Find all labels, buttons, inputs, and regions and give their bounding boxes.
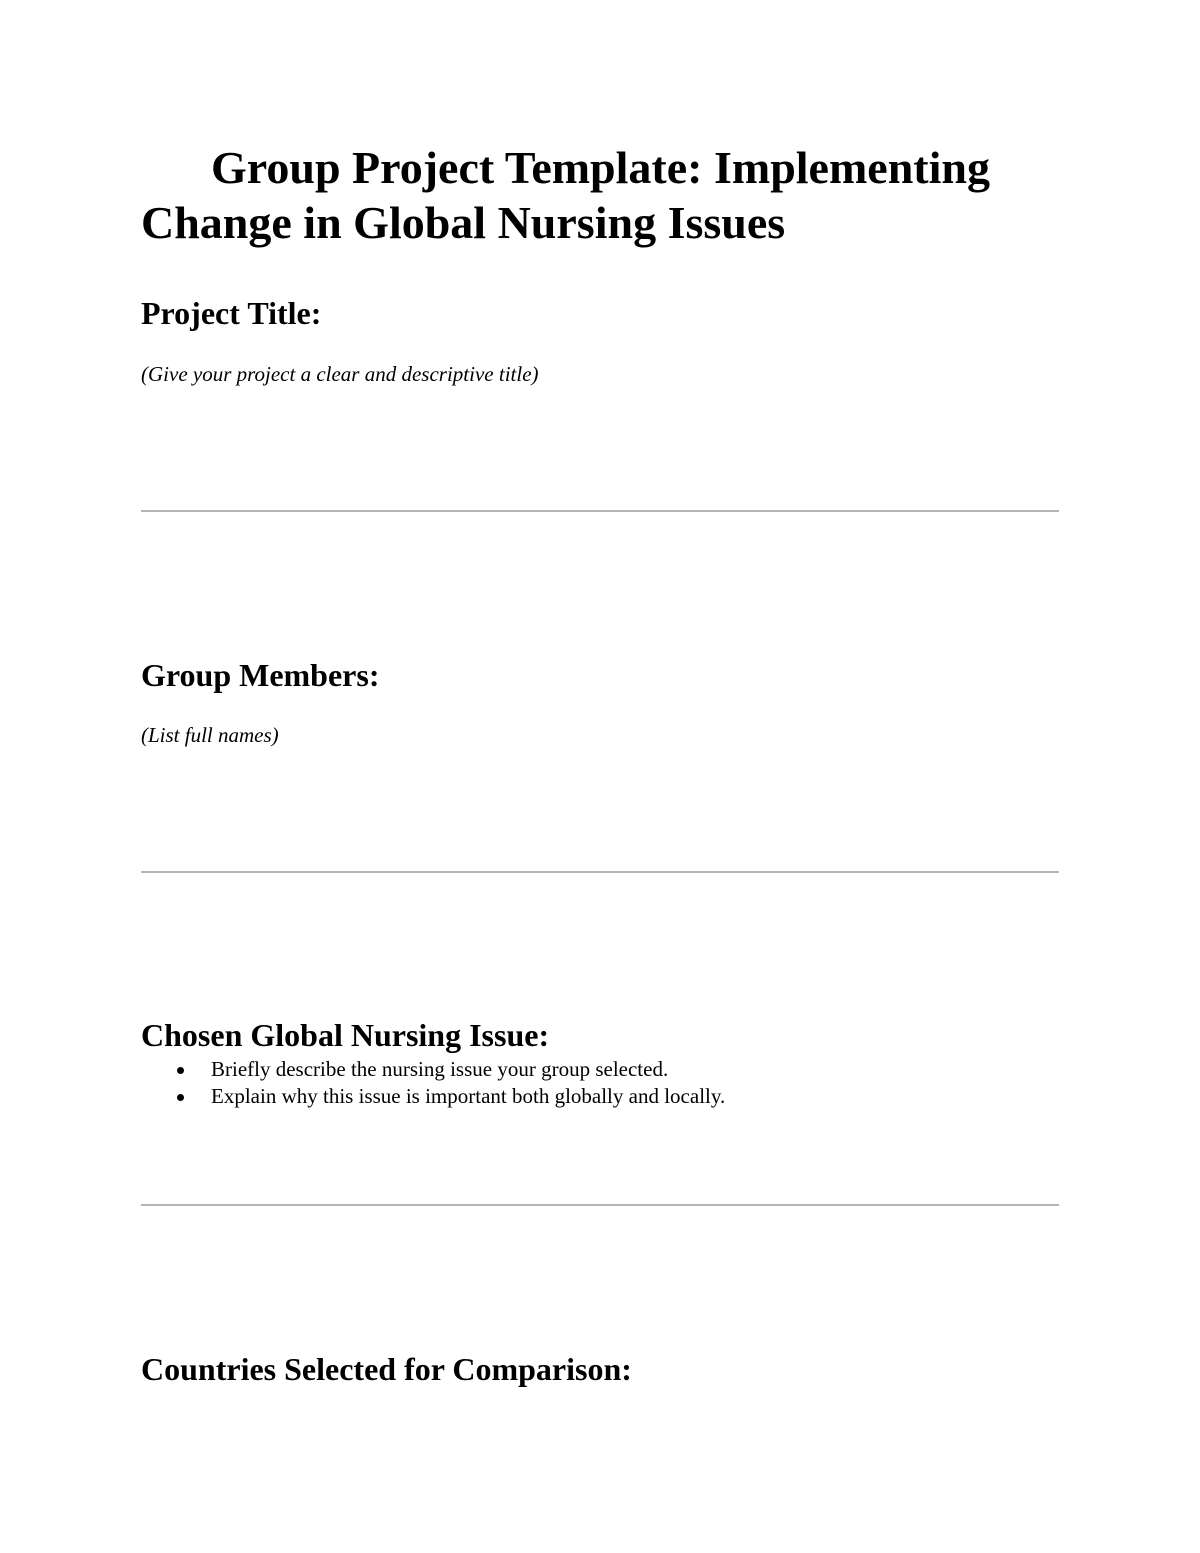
group-members-heading: Group Members: (141, 657, 380, 693)
list-item (141, 1083, 725, 1110)
chosen-issue-heading: Chosen Global Nursing Issue: (141, 1017, 550, 1053)
bullet-icon (177, 1094, 184, 1101)
list-item (141, 1056, 725, 1083)
section-divider (141, 871, 1059, 873)
section-divider (141, 1204, 1059, 1206)
bullet-icon (177, 1067, 184, 1074)
document-title: Group Project Template: Implementing Change in Global Nursing Issues (141, 142, 990, 248)
bullet-text: Explain why this issue is important both globally and locally. (211, 1084, 726, 1108)
group-members-hint: (List full names) (141, 723, 279, 747)
section-divider (141, 510, 1059, 512)
project-title-heading: Project Title: (141, 295, 322, 331)
bullet-text: Briefly describe the nursing issue your group selected. (211, 1057, 669, 1081)
project-title-hint: (Give your project a clear and descriptive title) (141, 362, 539, 386)
countries-heading: Countries Selected for Comparison: (141, 1351, 632, 1387)
chosen-issue-bullet-list (141, 1056, 725, 1110)
